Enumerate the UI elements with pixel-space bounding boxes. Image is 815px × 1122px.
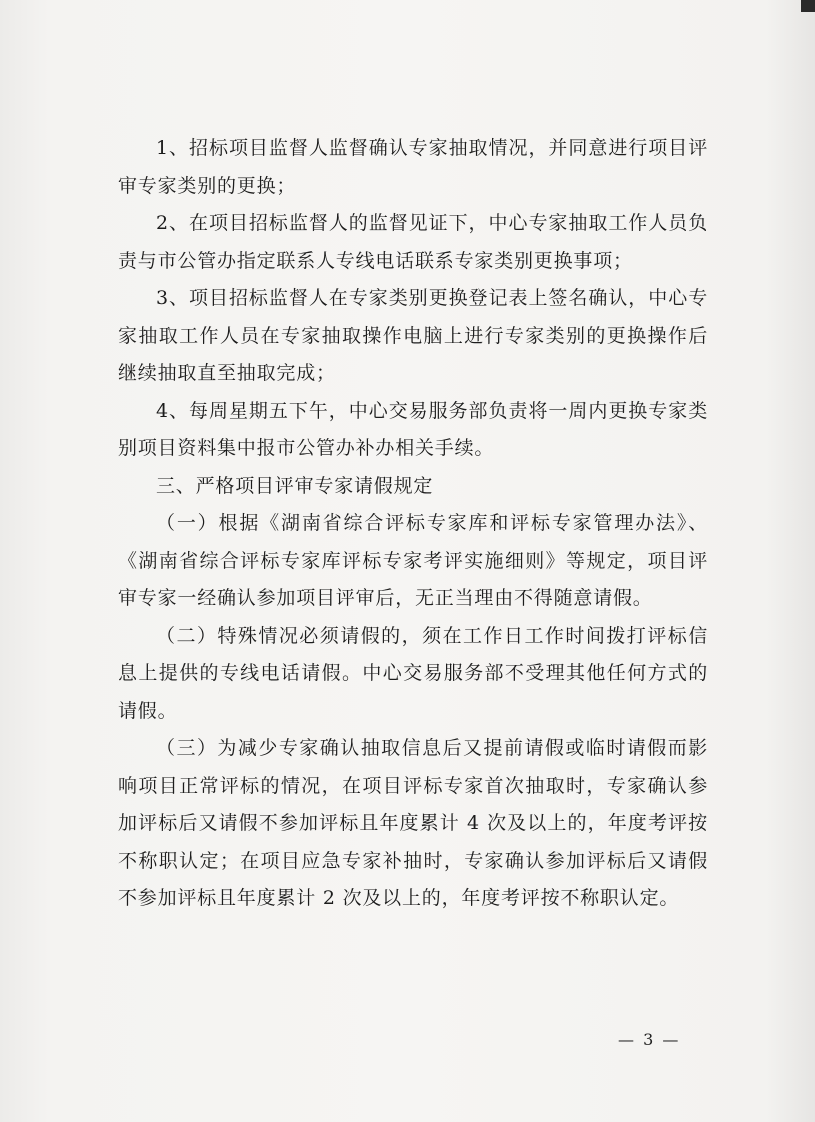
paragraph-clause-3: （三）为减少专家确认抽取信息后又提前请假或临时请假而影响项目正常评标的情况，在项目评标专家首次抽取时，专家确认参加评标后又请假不参加评标且年度累计 4 次及以上的，年度考评按不称职认定；在项目应急专家补抽时，专家确认参加评标后又请假不参加评标且年度累计 2 次及以上的，年度考评按不称职认定。 (118, 737, 708, 909)
paragraph-item-1: 1、招标项目监督人监督确认专家抽取情况，并同意进行项目评审专家类别的更换； (118, 137, 708, 197)
paragraph-item-4: 4、每周星期五下午，中心交易服务部负责将一周内更换专家类别项目资料集中报市公管办补办相关手续。 (118, 399, 708, 459)
scan-edge-mark (801, 0, 815, 12)
paragraph-clause-1: （一）根据《湖南省综合评标专家库和评标专家管理办法》、《湖南省综合评标专家库评标专家考评实施细则》等规定，项目评审专家一经确认参加项目评审后，无正当理由不得随意请假。 (118, 512, 708, 609)
section-heading: 三、严格项目评审专家请假规定 (156, 474, 434, 497)
paragraph-item-3: 3、项目招标监督人在专家类别更换登记表上签名确认，中心专家抽取工作人员在专家抽取操作电脑上进行专家类别的更换操作后继续抽取直至抽取完成； (118, 287, 708, 384)
page-number: — 3 — (618, 1030, 681, 1049)
paragraph-clause-2: （二）特殊情况必须请假的，须在工作日工作时间拨打评标信息上提供的专线电话请假。中心交易服务部不受理其他任何方式的请假。 (118, 624, 708, 722)
paragraph-item-2: 2、在项目招标监督人的监督见证下，中心专家抽取工作人员负责与市公管办指定联系人专线电话联系专家类别更换事项； (118, 212, 708, 272)
document-body (118, 130, 708, 918)
